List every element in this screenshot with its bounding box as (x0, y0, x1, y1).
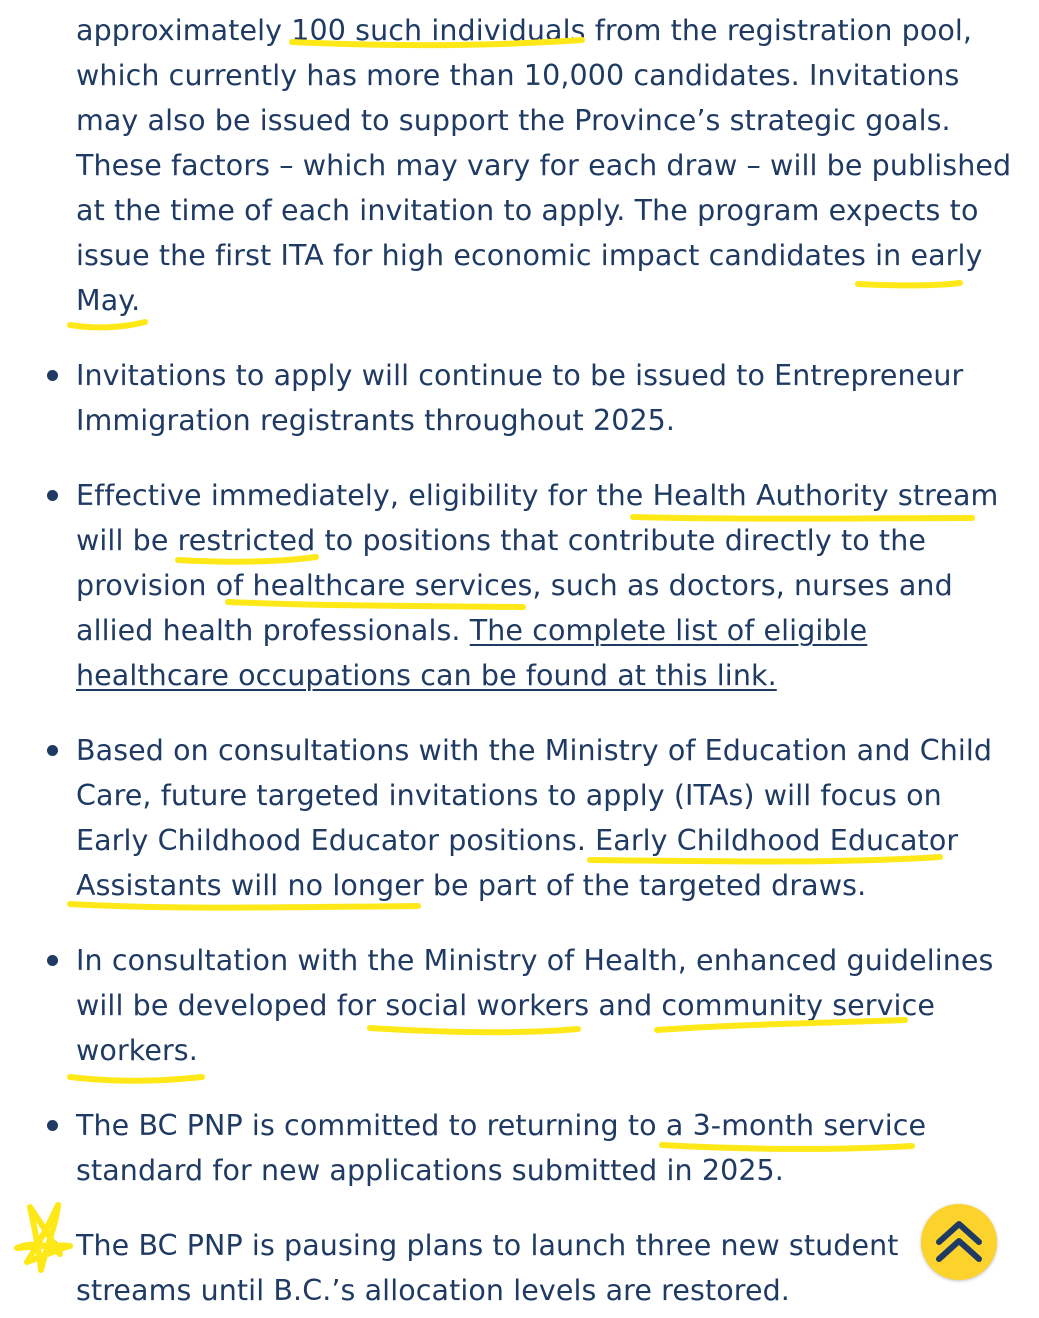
text-line: will be developed for social workers and community service (76, 989, 935, 1022)
text-line: provision of healthcare services, such as doctors, nurses and (76, 569, 953, 602)
bullet-dot (47, 370, 58, 381)
text-line: Care, future targeted invitations to apply (ITAs) will focus on (76, 779, 942, 812)
text-line: These factors – which may vary for each draw – will be published (76, 149, 1012, 182)
text-line: May. (76, 284, 141, 317)
text-line: streams until B.C.’s allocation levels are restored. (76, 1274, 790, 1307)
bullet-dot (47, 745, 58, 756)
text-line: workers. (76, 1034, 198, 1067)
text-line: at the time of each invitation to apply. The program expects to (76, 194, 979, 227)
list-item (76, 1103, 1016, 1193)
eligible-occupations-link-continued[interactable]: healthcare occupations can be found at this link. (76, 659, 777, 692)
text-line: Immigration registrants throughout 2025. (76, 404, 676, 437)
text-line: Effective immediately, eligibility for the Health Authority stream (76, 479, 999, 512)
hand-drawn-star-icon (17, 1205, 70, 1270)
underline-workers (70, 1077, 202, 1081)
text-line (76, 608, 1016, 653)
intro-paragraph (76, 8, 1016, 323)
list-item (76, 938, 1016, 1073)
bullet-dot (47, 955, 58, 966)
bullet-dot (47, 1240, 58, 1251)
text-line: Based on consultations with the Ministry of Education and Child (76, 734, 993, 767)
text-line: approximately 100 such individuals from the registration pool, (76, 14, 973, 47)
eligible-occupations-link[interactable]: The complete list of eligible (469, 614, 868, 647)
text-line: The BC PNP is pausing plans to launch three new student (76, 1229, 899, 1262)
text-line: which currently has more than 10,000 candidates. Invitations (76, 59, 960, 92)
list-item (76, 1223, 1016, 1313)
text-line: will be restricted to positions that contribute directly to the (76, 524, 926, 557)
bullet-dot (47, 490, 58, 501)
list-item (76, 353, 1016, 443)
text-line: may also be issued to support the Province’s strategic goals. (76, 104, 951, 137)
text-segment: allied health professionals. (76, 614, 470, 647)
bullet-dot (47, 1120, 58, 1131)
text-line: Assistants will no longer be part of the targeted draws. (76, 869, 867, 902)
text-line (76, 653, 1016, 698)
text-line: Invitations to apply will continue to be issued to Entrepreneur (76, 359, 964, 392)
text-line: issue the first ITA for high economic impact candidates in early (76, 239, 983, 272)
text-line: The BC PNP is committed to returning to a 3-month service (76, 1109, 927, 1142)
back-to-top-button[interactable] (921, 1204, 997, 1280)
double-chevron-up-icon (921, 1204, 997, 1280)
text-line: Early Childhood Educator positions. Early Childhood Educator (76, 824, 959, 857)
list-item (76, 728, 1016, 908)
list-item (76, 473, 1016, 698)
text-line: In consultation with the Ministry of Health, enhanced guidelines (76, 944, 994, 977)
text-line: standard for new applications submitted in 2025. (76, 1154, 784, 1187)
